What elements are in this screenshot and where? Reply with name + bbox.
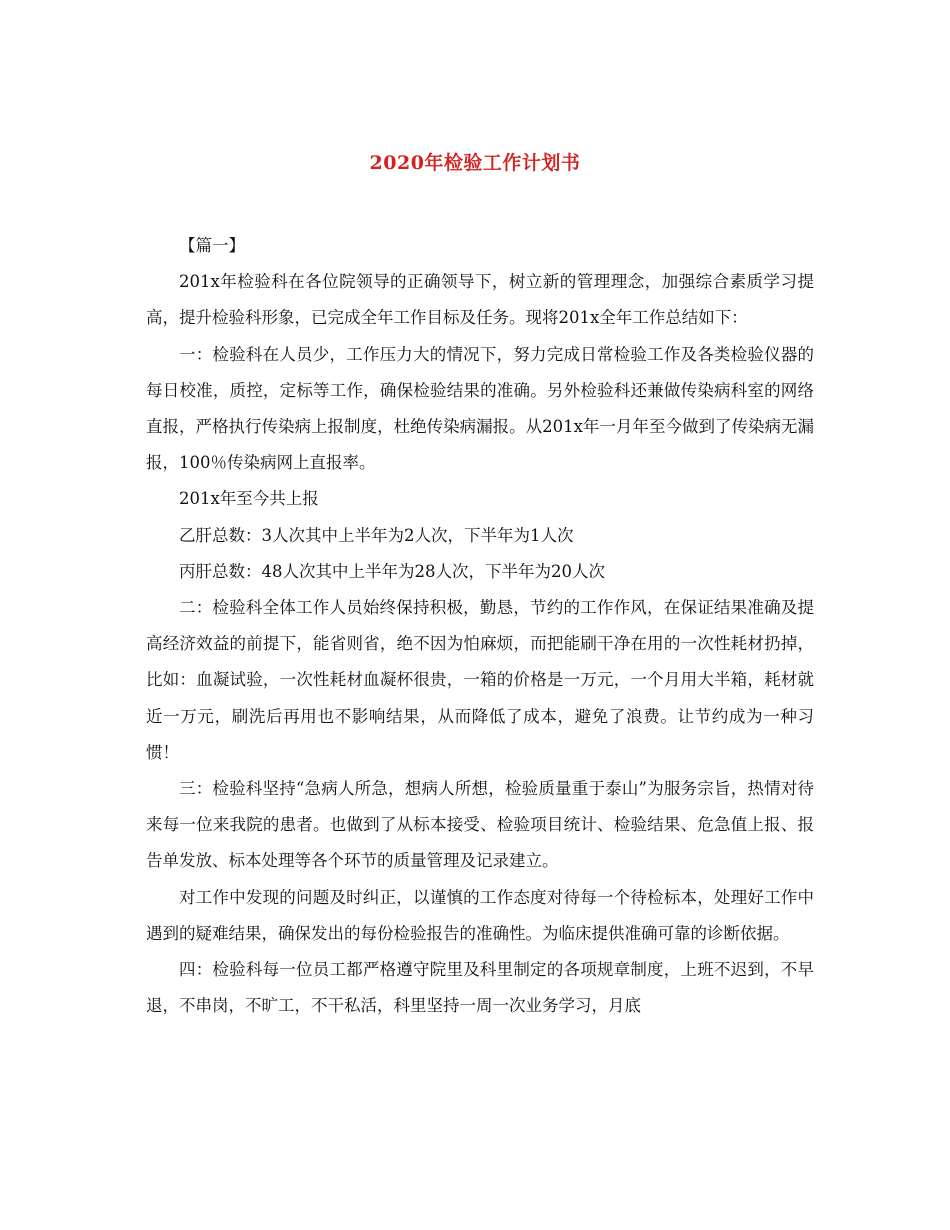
paragraph-report-count: 201x年至今共上报 bbox=[179, 489, 319, 509]
section-label: 【篇一】 bbox=[179, 236, 245, 255]
paragraph-intro: 201x年检验科在各位院领导的正确领导下，树立新的管理理念，加强综合素质学习提高，提升检验科形象，已完成全年工作目标及任务。现将201x全年工作总结如下： bbox=[146, 272, 814, 328]
paragraph-hepatitis-b: 乙肝总数：3人次其中上半年为2人次，下半年为1人次 bbox=[179, 525, 574, 545]
paragraph-point-four: 四：检验科每一位员工都严格遵守院里及科里制定的各项规章制度，上班不迟到，不早退，不串岗，不旷工，不干私活，科里坚持一周一次业务学习，月底 bbox=[146, 960, 814, 1016]
paragraph-point-one: 一：检验科在人员少，工作压力大的情况下，努力完成日常检验工作及各类检验仪器的每日校准，质控，定标等工作，确保检验结果的准确。另外检验科还兼做传染病科室的网络直报，严格执行传染病上报制度，杜绝传染病漏报。从201x年一月年至今做到了传染病无漏报，100％传染病网上直报率。 bbox=[146, 344, 814, 473]
document-body bbox=[146, 228, 814, 1024]
paragraph-problem-correction: 对工作中发现的问题及时纠正，以谨慎的工作态度对待每一个待检标本，处理好工作中遇到的疑难结果，确保发出的每份检验报告的准确性。为临床提供准确可靠的诊断依据。 bbox=[146, 887, 814, 943]
paragraph-hepatitis-c: 丙肝总数：48人次其中上半年为28人次，下半年为20人次 bbox=[179, 561, 605, 581]
document-title: 2020年检验工作计划书 bbox=[369, 152, 581, 174]
paragraph-point-three: 三：检验科坚持“急病人所急，想病人所想，检验质量重于泰山”为服务宗旨，热情对待来每一位来我院的患者。也做到了从标本接受、检验项目统计、检验结果、危急值上报、报告单发放、标本处理等各个环节的质量管理及记录建立。 bbox=[146, 779, 814, 871]
paragraph-point-two: 二：检验科全体工作人员始终保持积极，勤恳，节约的工作作风，在保证结果准确及提高经济效益的前提下，能省则省，绝不因为怕麻烦，而把能刷干净在用的一次性耗材扔掉，比如：血凝试验，一次性耗材血凝杯很贵，一箱的价格是一万元，一个月用大半箱，耗材就近一万元，刷洗后再用也不影响结果，从而降低了成本，避免了浪费。让节约成为一种习惯！ bbox=[146, 598, 814, 762]
